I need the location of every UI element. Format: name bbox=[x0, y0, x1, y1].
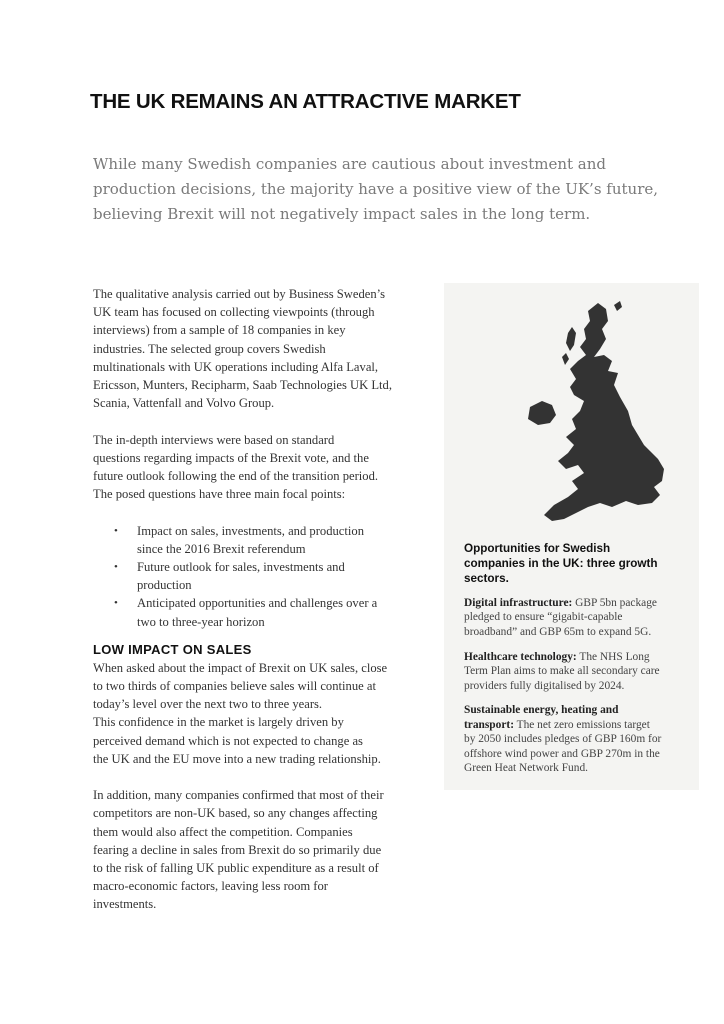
text-line: Scania, Vattenfall and Volvo Group. bbox=[93, 396, 275, 411]
text-line: production bbox=[137, 578, 192, 593]
text-line: The net zero emissions target bbox=[513, 718, 650, 731]
lead-line: production decisions, the majority have a positive view of the UK’s future, bbox=[93, 180, 659, 198]
text-line: Ericsson, Munters, Recipharm, Saab Technologies UK Ltd, bbox=[93, 378, 392, 393]
sidebar-heading bbox=[464, 541, 694, 586]
bullet-icon: • bbox=[114, 597, 118, 610]
text-line: providers fully digitalised by 2024. bbox=[464, 679, 625, 692]
lead-line: While many Swedish companies are cautious about investment and bbox=[93, 155, 606, 173]
text-line: In addition, many companies confirmed that most of their bbox=[93, 788, 384, 803]
focal-points-list bbox=[93, 522, 433, 631]
heading-line: Opportunities for Swedish bbox=[464, 542, 611, 555]
text-line: fearing a decline in sales from Brexit do so primarily due bbox=[93, 842, 382, 857]
text-line: the UK and the EU move into a new trading relationship. bbox=[93, 751, 381, 766]
competitors-paragraph bbox=[93, 786, 433, 913]
sector-label: transport: bbox=[464, 718, 514, 731]
text-line: offshore wind power and GBP 270m in the bbox=[464, 747, 660, 760]
text-line: Green Heat Network Fund. bbox=[464, 762, 588, 775]
growth-sectors bbox=[464, 596, 694, 786]
section-heading: LOW IMPACT ON SALES bbox=[93, 641, 252, 657]
uk-map-icon bbox=[514, 299, 674, 529]
sector-label: Sustainable energy, heating and bbox=[464, 704, 619, 717]
text-line: broadband” and GBP 65m to expand 5G. bbox=[464, 625, 652, 638]
sector-item bbox=[464, 596, 694, 639]
interviews-paragraph bbox=[93, 431, 433, 504]
text-line: them would also affect the competition. Companies bbox=[93, 824, 353, 839]
text-line: Term Plan aims to make all secondary care bbox=[464, 665, 660, 678]
lead-line: believing Brexit will not negatively impact sales in the long term. bbox=[93, 205, 591, 223]
text-line: GBP 5bn package bbox=[572, 597, 657, 609]
text-line: UK team has focused on collecting viewpoints (through bbox=[93, 305, 375, 320]
bullet-icon: • bbox=[114, 524, 118, 537]
list-item bbox=[93, 522, 433, 558]
text-line: Future outlook for sales, investments and bbox=[137, 560, 345, 575]
text-line: The NHS Long bbox=[576, 650, 650, 663]
page-title: THE UK REMAINS AN ATTRACTIVE MARKET bbox=[90, 90, 521, 113]
text-line: competitors are non-UK based, so any changes affecting bbox=[93, 806, 378, 821]
sector-label: Healthcare technology: bbox=[464, 650, 577, 663]
text-line: Impact on sales, investments, and production bbox=[137, 523, 364, 538]
sector-item bbox=[464, 703, 694, 775]
text-line: investments. bbox=[93, 897, 157, 912]
main-column bbox=[93, 285, 433, 914]
opportunities-sidebar bbox=[444, 283, 699, 790]
text-line: to the risk of falling UK public expenditure as a result of bbox=[93, 861, 379, 876]
text-line: industries. The selected group covers Swedish bbox=[93, 341, 326, 356]
bullet-icon: • bbox=[114, 561, 118, 574]
text-line: future outlook following the end of the transition period. bbox=[93, 469, 379, 484]
text-line: Anticipated opportunities and challenges over a bbox=[137, 596, 378, 611]
text-line: pledged to ensure “gigabit-capable bbox=[464, 611, 623, 624]
text-line: When asked about the impact of Brexit on UK sales, close bbox=[93, 660, 388, 675]
sector-item bbox=[464, 650, 694, 693]
heading-line: sectors. bbox=[464, 572, 509, 585]
text-line: by 2050 includes pledges of GBP 160m for bbox=[464, 733, 662, 746]
text-line: The posed questions have three main focal points: bbox=[93, 487, 346, 502]
list-item bbox=[93, 594, 433, 630]
sales-paragraph bbox=[93, 659, 433, 768]
heading-line: companies in the UK: three growth bbox=[464, 557, 658, 570]
text-line: interviews) from a sample of 18 companies in key bbox=[93, 323, 346, 338]
list-item bbox=[93, 558, 433, 594]
text-line: since the 2016 Brexit referendum bbox=[137, 541, 306, 556]
text-line: multinationals with UK operations including Alfa Laval, bbox=[93, 359, 379, 374]
text-line: questions regarding impacts of the Brexit vote, and the bbox=[93, 450, 369, 465]
text-line: today’s level over the next two to three years. bbox=[93, 697, 323, 712]
text-line: This confidence in the market is largely driven by bbox=[93, 715, 344, 730]
text-line: perceived demand which is not expected to change as bbox=[93, 733, 363, 748]
text-line: two to three-year horizon bbox=[137, 614, 265, 629]
text-line: to two thirds of companies believe sales will continue at bbox=[93, 679, 376, 694]
sector-label: Digital infrastructure: bbox=[464, 597, 573, 609]
text-line: macro-economic factors, leaving less room for bbox=[93, 879, 328, 894]
intro-paragraph bbox=[93, 285, 433, 412]
text-line: The qualitative analysis carried out by Business Sweden’s bbox=[93, 287, 386, 301]
text-line: The in-depth interviews were based on standard bbox=[93, 432, 335, 447]
lead-paragraph bbox=[93, 152, 659, 227]
